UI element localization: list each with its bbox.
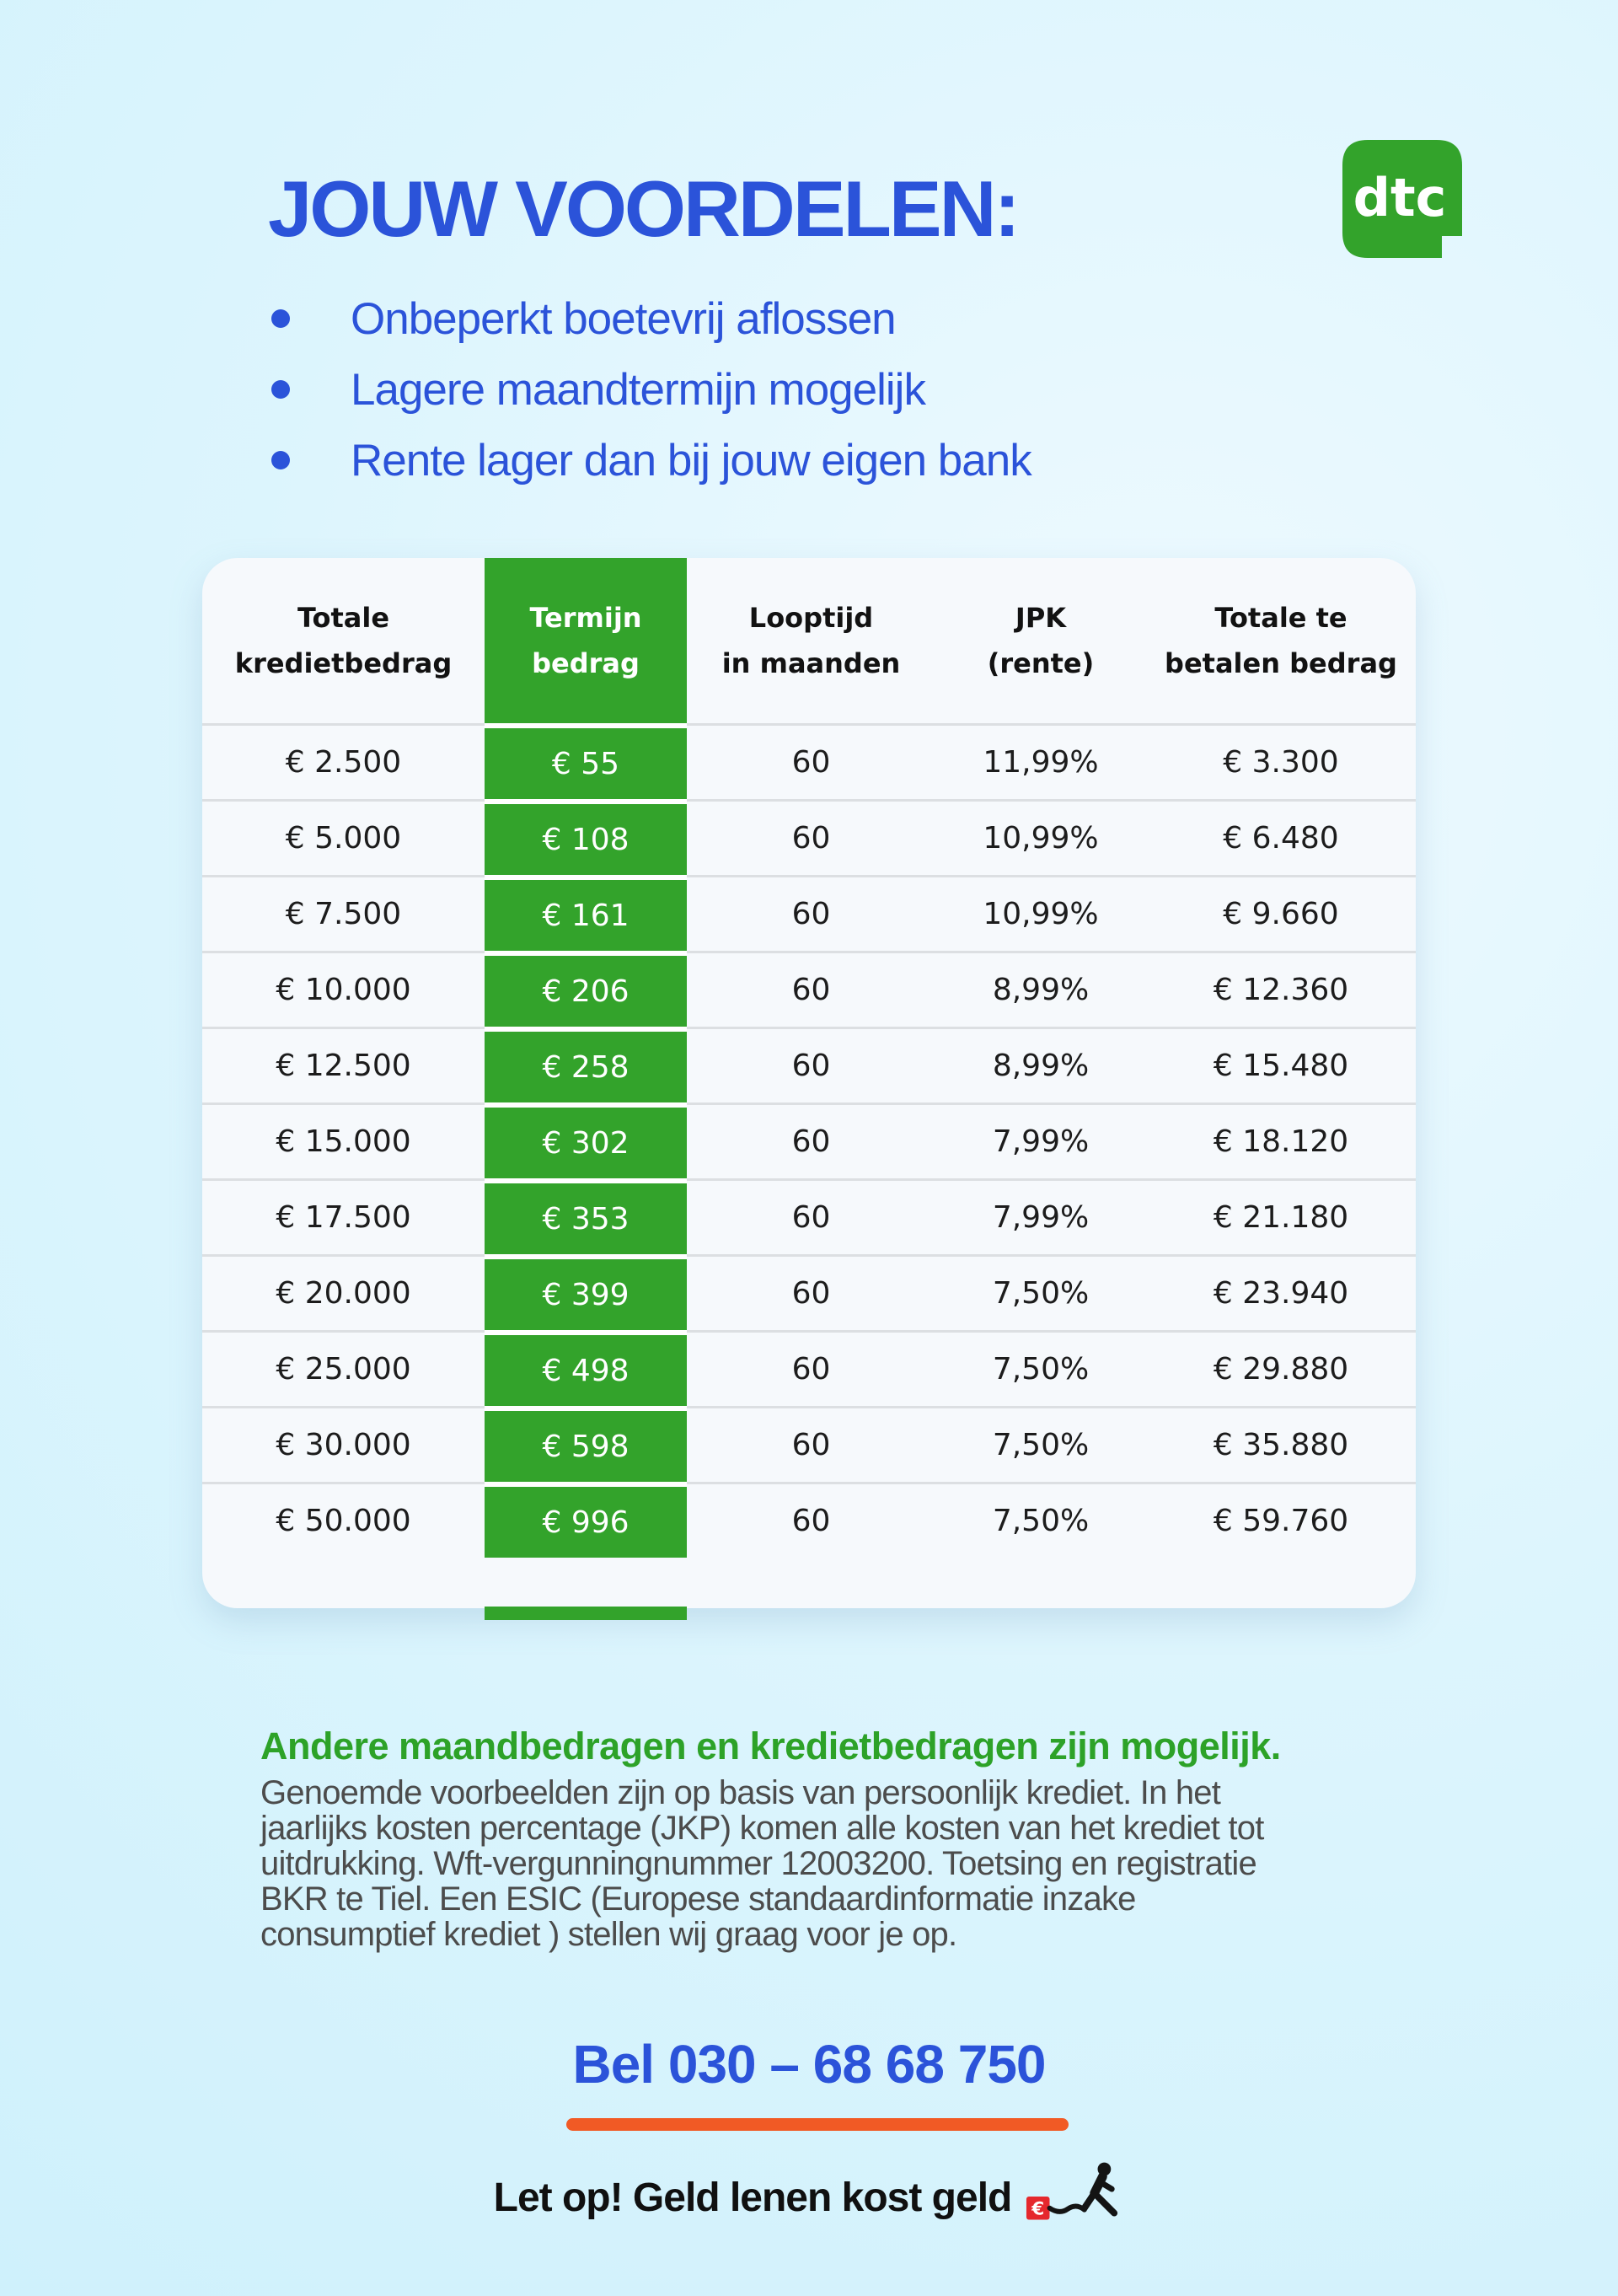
cell-jpk: 7,50% [935,1482,1146,1558]
cell-kredietbedrag: € 5.000 [202,799,485,875]
dtc-logo [1342,140,1462,258]
ball-and-chain-warning-icon [1025,2161,1124,2227]
benefit-item [271,425,1031,496]
cell-termijnbedrag: € 399 [485,1254,687,1330]
column-header-termijnbedrag: Termijn bedrag [485,558,687,723]
benefit-text: Onbeperkt boetevrij aflossen [351,293,896,344]
cell-jpk: 7,50% [935,1330,1146,1406]
cell-termijnbedrag: € 161 [485,875,687,951]
cell-totaal: € 21.180 [1146,1178,1416,1254]
credit-warning-text: Let op! Geld lenen kost geld [493,2175,1012,2220]
cell-jpk: 10,99% [935,875,1146,951]
benefit-text: Lagere maandtermijn mogelijk [351,364,925,415]
column-header-kredietbedrag: Totale kredietbedrag [234,602,453,679]
cell-termijnbedrag: € 108 [485,799,687,875]
credit-table [202,558,1416,1558]
column-header-looptijd: Looptijd in maanden [721,602,901,679]
dtc-logo-text: dtc [1353,167,1447,228]
column-header-totale-te-betalen: Totale te betalen bedrag [1165,602,1397,679]
cell-kredietbedrag: € 15.000 [202,1102,485,1178]
cell-totaal: € 35.880 [1146,1406,1416,1482]
credit-warning [0,2168,1618,2227]
highlight-sentence: Andere maandbedragen en kredietbedragen zijn mogelijk. [260,1725,1281,1768]
cell-looptijd: 60 [687,875,935,951]
cell-kredietbedrag: € 10.000 [202,951,485,1027]
cell-jpk: 10,99% [935,799,1146,875]
cell-termijnbedrag: € 258 [485,1027,687,1102]
cell-totaal: € 23.940 [1146,1254,1416,1330]
cell-looptijd: 60 [687,723,935,799]
page-title: JOUW VOORDELEN: [268,164,1018,253]
disclaimer-line: jaarlijks kosten percentage (JKP) komen alle kosten van het krediet tot [260,1810,1264,1847]
cell-jpk: 7,50% [935,1254,1146,1330]
cell-jpk: 8,99% [935,1027,1146,1102]
phone-underline [566,2118,1069,2131]
cell-termijnbedrag: € 598 [485,1406,687,1482]
benefits-list [271,283,1031,496]
cell-kredietbedrag: € 7.500 [202,875,485,951]
cell-kredietbedrag: € 25.000 [202,1330,485,1406]
cell-jpk: 8,99% [935,951,1146,1027]
phone-number: Bel 030 – 68 68 750 [572,2034,1046,2095]
cell-totaal: € 3.300 [1146,723,1416,799]
cell-termijnbedrag: € 353 [485,1178,687,1254]
cell-termijnbedrag: € 498 [485,1330,687,1406]
cell-looptijd: 60 [687,1482,935,1558]
cell-totaal: € 6.480 [1146,799,1416,875]
cell-looptijd: 60 [687,1330,935,1406]
cell-termijnbedrag: € 996 [485,1482,687,1558]
cell-totaal: € 9.660 [1146,875,1416,951]
cell-totaal: € 12.360 [1146,951,1416,1027]
cell-looptijd: 60 [687,951,935,1027]
benefit-text: Rente lager dan bij jouw eigen bank [351,435,1031,485]
green-column-tail [485,1607,687,1620]
column-header-jpk: JPK (rente) [987,602,1095,679]
cell-termijnbedrag: € 206 [485,951,687,1027]
cell-looptijd: 60 [687,1254,935,1330]
cell-looptijd: 60 [687,1406,935,1482]
bullet-dot-icon [271,380,290,399]
bullet-dot-icon [271,451,290,469]
cell-termijnbedrag: € 55 [485,723,687,799]
cell-jpk: 11,99% [935,723,1146,799]
cell-termijnbedrag: € 302 [485,1102,687,1178]
cell-jpk: 7,99% [935,1178,1146,1254]
cell-totaal: € 29.880 [1146,1330,1416,1406]
cell-kredietbedrag: € 12.500 [202,1027,485,1102]
cell-kredietbedrag: € 17.500 [202,1178,485,1254]
disclaimer-paragraph [260,1775,1264,1952]
cell-looptijd: 60 [687,1178,935,1254]
chain-link [1050,2206,1085,2211]
cell-kredietbedrag: € 2.500 [202,723,485,799]
cell-totaal: € 18.120 [1146,1102,1416,1178]
runner-front-leg [1095,2193,1115,2213]
benefit-item [271,283,1031,354]
euro-symbol: € [1031,2198,1045,2220]
disclaimer-line: consumptief krediet ) stellen wij graag voor je op. [260,1916,957,1953]
bullet-dot-icon [271,309,290,328]
cell-kredietbedrag: € 20.000 [202,1254,485,1330]
cell-looptijd: 60 [687,1102,935,1178]
cell-looptijd: 60 [687,799,935,875]
disclaimer-line: Genoemde voorbeelden zijn op basis van persoonlijk krediet. In het [260,1774,1221,1811]
cell-totaal: € 59.760 [1146,1482,1416,1558]
cell-totaal: € 15.480 [1146,1027,1416,1102]
credit-table-card [202,558,1416,1608]
disclaimer-line: BKR te Tiel. Een ESIC (Europese standaardinformatie inzake [260,1880,1136,1918]
cell-jpk: 7,99% [935,1102,1146,1178]
cell-looptijd: 60 [687,1027,935,1102]
cell-kredietbedrag: € 30.000 [202,1406,485,1482]
cell-kredietbedrag: € 50.000 [202,1482,485,1558]
disclaimer-line: uitdrukking. Wft-vergunningnummer 12003200. Toetsing en registratie [260,1845,1256,1882]
benefit-item [271,354,1031,425]
cell-jpk: 7,50% [935,1406,1146,1482]
